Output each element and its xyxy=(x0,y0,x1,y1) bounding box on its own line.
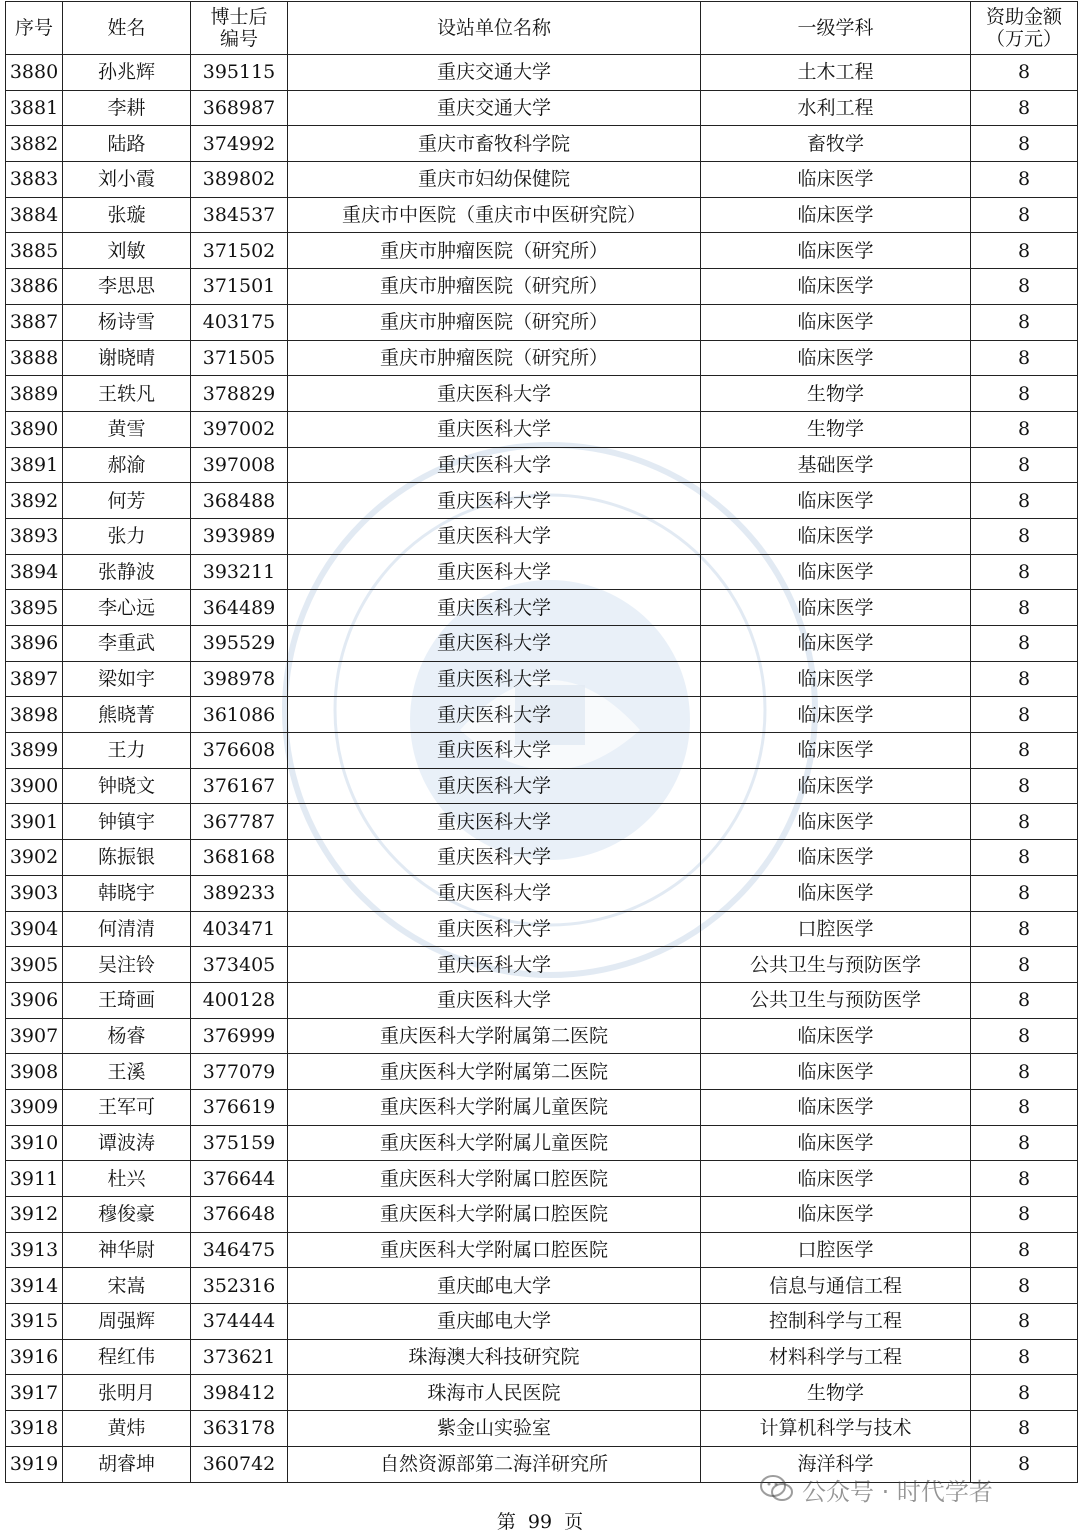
cell-unit: 重庆医科大学 xyxy=(288,733,701,769)
page-prefix: 第 xyxy=(496,1511,516,1533)
cell-postdoc-id: 363178 xyxy=(191,1411,288,1447)
table-body xyxy=(6,55,1078,1483)
cell-postdoc-id: 376608 xyxy=(191,733,288,769)
cell-amount: 8 xyxy=(971,733,1078,769)
cell-postdoc-id: 403175 xyxy=(191,304,288,340)
cell-discipline: 临床医学 xyxy=(701,269,971,305)
cell-name: 杜兴 xyxy=(63,1161,191,1197)
cell-unit: 重庆医科大学 xyxy=(288,947,701,983)
cell-amount: 8 xyxy=(971,1089,1078,1125)
cell-seq: 3912 xyxy=(6,1197,63,1233)
wechat-account-text: 公众号 · 时代学者 xyxy=(802,1477,993,1506)
page-number: 99 xyxy=(527,1511,553,1533)
table-row xyxy=(6,518,1078,554)
cell-discipline: 口腔医学 xyxy=(701,911,971,947)
table-row xyxy=(6,90,1078,126)
cell-name: 陈振银 xyxy=(63,840,191,876)
cell-amount: 8 xyxy=(971,590,1078,626)
cell-discipline: 临床医学 xyxy=(701,554,971,590)
cell-unit: 重庆医科大学 xyxy=(288,518,701,554)
cell-postdoc-id: 378829 xyxy=(191,376,288,412)
cell-seq: 3907 xyxy=(6,1018,63,1054)
cell-name: 何清清 xyxy=(63,911,191,947)
cell-name: 李心远 xyxy=(63,590,191,626)
cell-seq: 3885 xyxy=(6,233,63,269)
cell-seq: 3903 xyxy=(6,875,63,911)
cell-discipline: 海洋科学 xyxy=(701,1446,971,1482)
cell-seq: 3892 xyxy=(6,483,63,519)
cell-amount: 8 xyxy=(971,55,1078,91)
cell-postdoc-id: 389802 xyxy=(191,162,288,198)
cell-discipline: 临床医学 xyxy=(701,197,971,233)
table-row xyxy=(6,1339,1078,1375)
cell-discipline: 临床医学 xyxy=(701,875,971,911)
cell-discipline: 信息与通信工程 xyxy=(701,1268,971,1304)
header-postdoc-id-line1: 博士后 xyxy=(210,6,268,28)
cell-amount: 8 xyxy=(971,1375,1078,1411)
header-postdoc-id xyxy=(191,2,288,55)
cell-name: 谢晓晴 xyxy=(63,340,191,376)
cell-amount: 8 xyxy=(971,1054,1078,1090)
cell-amount: 8 xyxy=(971,840,1078,876)
cell-amount: 8 xyxy=(971,340,1078,376)
table-row xyxy=(6,126,1078,162)
cell-name: 李思思 xyxy=(63,269,191,305)
table-row xyxy=(6,1411,1078,1447)
cell-discipline: 临床医学 xyxy=(701,697,971,733)
cell-seq: 3900 xyxy=(6,768,63,804)
cell-discipline: 公共卫生与预防医学 xyxy=(701,947,971,983)
cell-postdoc-id: 371502 xyxy=(191,233,288,269)
cell-amount: 8 xyxy=(971,1125,1078,1161)
cell-amount: 8 xyxy=(971,1197,1078,1233)
cell-discipline: 临床医学 xyxy=(701,518,971,554)
table-row xyxy=(6,1161,1078,1197)
cell-amount: 8 xyxy=(971,1304,1078,1340)
cell-discipline: 口腔医学 xyxy=(701,1232,971,1268)
cell-name: 黄雪 xyxy=(63,411,191,447)
cell-discipline: 临床医学 xyxy=(701,733,971,769)
cell-discipline: 计算机科学与技术 xyxy=(701,1411,971,1447)
cell-amount: 8 xyxy=(971,911,1078,947)
cell-name: 刘小霞 xyxy=(63,162,191,198)
table-row xyxy=(6,340,1078,376)
cell-postdoc-id: 373621 xyxy=(191,1339,288,1375)
cell-discipline: 临床医学 xyxy=(701,804,971,840)
cell-name: 王军可 xyxy=(63,1089,191,1125)
table-row xyxy=(6,376,1078,412)
cell-postdoc-id: 361086 xyxy=(191,697,288,733)
cell-seq: 3888 xyxy=(6,340,63,376)
cell-seq: 3917 xyxy=(6,1375,63,1411)
header-amount xyxy=(971,2,1078,55)
cell-amount: 8 xyxy=(971,1018,1078,1054)
cell-name: 刘敏 xyxy=(63,233,191,269)
cell-seq: 3918 xyxy=(6,1411,63,1447)
cell-discipline: 临床医学 xyxy=(701,590,971,626)
header-name: 姓名 xyxy=(63,2,191,55)
cell-amount: 8 xyxy=(971,1411,1078,1447)
wechat-icon xyxy=(760,1474,794,1504)
cell-amount: 8 xyxy=(971,875,1078,911)
table-row xyxy=(6,697,1078,733)
cell-postdoc-id: 395115 xyxy=(191,55,288,91)
cell-seq: 3911 xyxy=(6,1161,63,1197)
cell-postdoc-id: 376648 xyxy=(191,1197,288,1233)
cell-discipline: 临床医学 xyxy=(701,1161,971,1197)
cell-postdoc-id: 400128 xyxy=(191,982,288,1018)
cell-amount: 8 xyxy=(971,197,1078,233)
cell-name: 神华尉 xyxy=(63,1232,191,1268)
cell-discipline: 材料科学与工程 xyxy=(701,1339,971,1375)
cell-discipline: 临床医学 xyxy=(701,1125,971,1161)
cell-discipline: 临床医学 xyxy=(701,233,971,269)
cell-amount: 8 xyxy=(971,376,1078,412)
cell-discipline: 公共卫生与预防医学 xyxy=(701,982,971,1018)
cell-discipline: 土木工程 xyxy=(701,55,971,91)
cell-discipline: 临床医学 xyxy=(701,304,971,340)
cell-seq: 3901 xyxy=(6,804,63,840)
cell-seq: 3913 xyxy=(6,1232,63,1268)
cell-name: 张力 xyxy=(63,518,191,554)
cell-discipline: 生物学 xyxy=(701,1375,971,1411)
cell-amount: 8 xyxy=(971,982,1078,1018)
cell-name: 张明月 xyxy=(63,1375,191,1411)
table-row xyxy=(6,875,1078,911)
cell-postdoc-id: 375159 xyxy=(191,1125,288,1161)
cell-discipline: 临床医学 xyxy=(701,1089,971,1125)
cell-amount: 8 xyxy=(971,483,1078,519)
cell-unit: 重庆医科大学附属儿童医院 xyxy=(288,1089,701,1125)
cell-seq: 3906 xyxy=(6,982,63,1018)
cell-unit: 重庆医科大学 xyxy=(288,875,701,911)
cell-unit: 重庆交通大学 xyxy=(288,55,701,91)
cell-unit: 重庆医科大学 xyxy=(288,661,701,697)
cell-unit: 重庆医科大学 xyxy=(288,697,701,733)
cell-postdoc-id: 374444 xyxy=(191,1304,288,1340)
cell-discipline: 临床医学 xyxy=(701,340,971,376)
table-row xyxy=(6,233,1078,269)
table-row xyxy=(6,590,1078,626)
cell-amount: 8 xyxy=(971,768,1078,804)
cell-unit: 重庆市肿瘤医院（研究所） xyxy=(288,304,701,340)
cell-postdoc-id: 371501 xyxy=(191,269,288,305)
table-row xyxy=(6,1018,1078,1054)
cell-amount: 8 xyxy=(971,269,1078,305)
cell-postdoc-id: 398978 xyxy=(191,661,288,697)
table-row xyxy=(6,947,1078,983)
cell-seq: 3886 xyxy=(6,269,63,305)
cell-postdoc-id: 377079 xyxy=(191,1054,288,1090)
cell-seq: 3883 xyxy=(6,162,63,198)
cell-unit: 重庆医科大学 xyxy=(288,483,701,519)
cell-amount: 8 xyxy=(971,1446,1078,1482)
cell-name: 陆路 xyxy=(63,126,191,162)
table-row xyxy=(6,411,1078,447)
cell-discipline: 控制科学与工程 xyxy=(701,1304,971,1340)
cell-seq: 3910 xyxy=(6,1125,63,1161)
cell-discipline: 生物学 xyxy=(701,376,971,412)
cell-amount: 8 xyxy=(971,1339,1078,1375)
cell-amount: 8 xyxy=(971,518,1078,554)
cell-postdoc-id: 384537 xyxy=(191,197,288,233)
cell-name: 李重武 xyxy=(63,626,191,662)
cell-amount: 8 xyxy=(971,304,1078,340)
cell-amount: 8 xyxy=(971,90,1078,126)
cell-amount: 8 xyxy=(971,1161,1078,1197)
cell-postdoc-id: 376167 xyxy=(191,768,288,804)
page-suffix: 页 xyxy=(564,1511,584,1533)
cell-name: 梁如宇 xyxy=(63,661,191,697)
cell-unit: 重庆医科大学附属第二医院 xyxy=(288,1018,701,1054)
cell-amount: 8 xyxy=(971,233,1078,269)
page-number-footer xyxy=(0,1507,1080,1534)
cell-unit: 重庆医科大学 xyxy=(288,768,701,804)
cell-amount: 8 xyxy=(971,447,1078,483)
cell-amount: 8 xyxy=(971,1232,1078,1268)
cell-seq: 3882 xyxy=(6,126,63,162)
cell-amount: 8 xyxy=(971,1268,1078,1304)
cell-seq: 3891 xyxy=(6,447,63,483)
cell-name: 何芳 xyxy=(63,483,191,519)
table-row xyxy=(6,269,1078,305)
table-row xyxy=(6,840,1078,876)
cell-name: 宋嵩 xyxy=(63,1268,191,1304)
cell-amount: 8 xyxy=(971,697,1078,733)
cell-unit: 重庆医科大学 xyxy=(288,982,701,1018)
cell-postdoc-id: 371505 xyxy=(191,340,288,376)
cell-name: 熊晓菁 xyxy=(63,697,191,733)
cell-unit: 重庆医科大学 xyxy=(288,804,701,840)
table-row xyxy=(6,1089,1078,1125)
cell-postdoc-id: 376619 xyxy=(191,1089,288,1125)
cell-postdoc-id: 398412 xyxy=(191,1375,288,1411)
cell-discipline: 临床医学 xyxy=(701,483,971,519)
cell-postdoc-id: 389233 xyxy=(191,875,288,911)
cell-name: 钟镇宇 xyxy=(63,804,191,840)
cell-postdoc-id: 346475 xyxy=(191,1232,288,1268)
cell-unit: 重庆医科大学 xyxy=(288,590,701,626)
cell-seq: 3887 xyxy=(6,304,63,340)
cell-unit: 重庆邮电大学 xyxy=(288,1268,701,1304)
cell-unit: 自然资源部第二海洋研究所 xyxy=(288,1446,701,1482)
cell-postdoc-id: 395529 xyxy=(191,626,288,662)
cell-name: 胡睿坤 xyxy=(63,1446,191,1482)
cell-seq: 3889 xyxy=(6,376,63,412)
cell-postdoc-id: 393989 xyxy=(191,518,288,554)
cell-amount: 8 xyxy=(971,554,1078,590)
cell-amount: 8 xyxy=(971,626,1078,662)
table-row xyxy=(6,804,1078,840)
cell-discipline: 基础医学 xyxy=(701,447,971,483)
cell-unit: 重庆医科大学 xyxy=(288,447,701,483)
cell-unit: 重庆医科大学附属口腔医院 xyxy=(288,1232,701,1268)
cell-name: 王力 xyxy=(63,733,191,769)
cell-postdoc-id: 393211 xyxy=(191,554,288,590)
table-row xyxy=(6,1197,1078,1233)
cell-unit: 重庆市妇幼保健院 xyxy=(288,162,701,198)
cell-name: 程红伟 xyxy=(63,1339,191,1375)
cell-seq: 3909 xyxy=(6,1089,63,1125)
cell-postdoc-id: 403471 xyxy=(191,911,288,947)
cell-discipline: 临床医学 xyxy=(701,840,971,876)
table-row xyxy=(6,733,1078,769)
cell-name: 王轶凡 xyxy=(63,376,191,412)
table-row xyxy=(6,982,1078,1018)
cell-seq: 3880 xyxy=(6,55,63,91)
cell-postdoc-id: 360742 xyxy=(191,1446,288,1482)
cell-seq: 3895 xyxy=(6,590,63,626)
cell-discipline: 临床医学 xyxy=(701,1197,971,1233)
cell-amount: 8 xyxy=(971,126,1078,162)
table-row xyxy=(6,1054,1078,1090)
table-row xyxy=(6,768,1078,804)
cell-unit: 重庆医科大学 xyxy=(288,554,701,590)
wechat-account-watermark xyxy=(760,1470,993,1508)
cell-unit: 重庆医科大学附属儿童医院 xyxy=(288,1125,701,1161)
cell-seq: 3919 xyxy=(6,1446,63,1482)
table-row xyxy=(6,304,1078,340)
table-row xyxy=(6,911,1078,947)
cell-amount: 8 xyxy=(971,661,1078,697)
cell-seq: 3894 xyxy=(6,554,63,590)
cell-amount: 8 xyxy=(971,947,1078,983)
cell-postdoc-id: 397002 xyxy=(191,411,288,447)
cell-unit: 重庆医科大学 xyxy=(288,626,701,662)
cell-seq: 3904 xyxy=(6,911,63,947)
cell-name: 黄炜 xyxy=(63,1411,191,1447)
table-row xyxy=(6,483,1078,519)
cell-unit: 重庆市中医院（重庆市中医研究院） xyxy=(288,197,701,233)
cell-name: 吴注铃 xyxy=(63,947,191,983)
cell-postdoc-id: 368488 xyxy=(191,483,288,519)
cell-seq: 3899 xyxy=(6,733,63,769)
cell-unit: 重庆市肿瘤医院（研究所） xyxy=(288,269,701,305)
cell-postdoc-id: 364489 xyxy=(191,590,288,626)
cell-seq: 3897 xyxy=(6,661,63,697)
cell-unit: 重庆医科大学附属口腔医院 xyxy=(288,1197,701,1233)
cell-unit: 珠海澳大科技研究院 xyxy=(288,1339,701,1375)
cell-discipline: 临床医学 xyxy=(701,768,971,804)
cell-postdoc-id: 376999 xyxy=(191,1018,288,1054)
cell-postdoc-id: 367787 xyxy=(191,804,288,840)
cell-discipline: 临床医学 xyxy=(701,162,971,198)
cell-postdoc-id: 373405 xyxy=(191,947,288,983)
cell-seq: 3896 xyxy=(6,626,63,662)
cell-name: 杨睿 xyxy=(63,1018,191,1054)
cell-name: 张静波 xyxy=(63,554,191,590)
table-row xyxy=(6,661,1078,697)
table-row xyxy=(6,162,1078,198)
cell-discipline: 水利工程 xyxy=(701,90,971,126)
cell-name: 王溪 xyxy=(63,1054,191,1090)
cell-unit: 紫金山实验室 xyxy=(288,1411,701,1447)
table-row xyxy=(6,1268,1078,1304)
table-row xyxy=(6,1375,1078,1411)
cell-seq: 3884 xyxy=(6,197,63,233)
cell-name: 杨诗雪 xyxy=(63,304,191,340)
cell-discipline: 临床医学 xyxy=(701,626,971,662)
cell-name: 孙兆辉 xyxy=(63,55,191,91)
header-unit: 设站单位名称 xyxy=(288,2,701,55)
cell-amount: 8 xyxy=(971,162,1078,198)
cell-seq: 3915 xyxy=(6,1304,63,1340)
table-row xyxy=(6,626,1078,662)
cell-postdoc-id: 376644 xyxy=(191,1161,288,1197)
cell-seq: 3893 xyxy=(6,518,63,554)
cell-seq: 3905 xyxy=(6,947,63,983)
cell-seq: 3890 xyxy=(6,411,63,447)
cell-postdoc-id: 397008 xyxy=(191,447,288,483)
cell-seq: 3881 xyxy=(6,90,63,126)
cell-seq: 3908 xyxy=(6,1054,63,1090)
cell-seq: 3898 xyxy=(6,697,63,733)
cell-name: 张璇 xyxy=(63,197,191,233)
table-row xyxy=(6,55,1078,91)
cell-unit: 重庆市肿瘤医院（研究所） xyxy=(288,233,701,269)
header-amount-line2: （万元） xyxy=(985,28,1062,50)
cell-unit: 重庆医科大学 xyxy=(288,411,701,447)
cell-postdoc-id: 352316 xyxy=(191,1268,288,1304)
cell-name: 郝渝 xyxy=(63,447,191,483)
cell-unit: 珠海市人民医院 xyxy=(288,1375,701,1411)
cell-seq: 3916 xyxy=(6,1339,63,1375)
cell-unit: 重庆邮电大学 xyxy=(288,1304,701,1340)
cell-name: 王琦画 xyxy=(63,982,191,1018)
cell-discipline: 临床医学 xyxy=(701,661,971,697)
cell-name: 周强辉 xyxy=(63,1304,191,1340)
cell-name: 谭波涛 xyxy=(63,1125,191,1161)
cell-amount: 8 xyxy=(971,804,1078,840)
cell-postdoc-id: 368168 xyxy=(191,840,288,876)
cell-discipline: 生物学 xyxy=(701,411,971,447)
table-row xyxy=(6,554,1078,590)
cell-discipline: 临床医学 xyxy=(701,1018,971,1054)
cell-name: 李耕 xyxy=(63,90,191,126)
cell-name: 钟晓文 xyxy=(63,768,191,804)
table-row xyxy=(6,1125,1078,1161)
cell-discipline: 临床医学 xyxy=(701,1054,971,1090)
cell-unit: 重庆市畜牧科学院 xyxy=(288,126,701,162)
cell-name: 穆俊豪 xyxy=(63,1197,191,1233)
cell-discipline: 畜牧学 xyxy=(701,126,971,162)
funding-list-table xyxy=(5,1,1078,1483)
cell-postdoc-id: 374992 xyxy=(191,126,288,162)
cell-seq: 3914 xyxy=(6,1268,63,1304)
cell-unit: 重庆医科大学 xyxy=(288,840,701,876)
header-seq: 序号 xyxy=(6,2,63,55)
cell-unit: 重庆市肿瘤医院（研究所） xyxy=(288,340,701,376)
cell-unit: 重庆医科大学 xyxy=(288,376,701,412)
cell-seq: 3902 xyxy=(6,840,63,876)
cell-unit: 重庆医科大学 xyxy=(288,911,701,947)
table-row xyxy=(6,197,1078,233)
table-row xyxy=(6,1304,1078,1340)
table-row xyxy=(6,1232,1078,1268)
header-amount-line1: 资助金额 xyxy=(985,6,1062,28)
cell-postdoc-id: 368987 xyxy=(191,90,288,126)
table-row xyxy=(6,447,1078,483)
header-postdoc-id-line2: 编号 xyxy=(219,28,258,50)
cell-unit: 重庆医科大学附属口腔医院 xyxy=(288,1161,701,1197)
cell-amount: 8 xyxy=(971,411,1078,447)
table-header-row xyxy=(6,2,1078,55)
cell-unit: 重庆交通大学 xyxy=(288,90,701,126)
header-discipline: 一级学科 xyxy=(701,2,971,55)
cell-name: 韩晓宇 xyxy=(63,875,191,911)
cell-unit: 重庆医科大学附属第二医院 xyxy=(288,1054,701,1090)
